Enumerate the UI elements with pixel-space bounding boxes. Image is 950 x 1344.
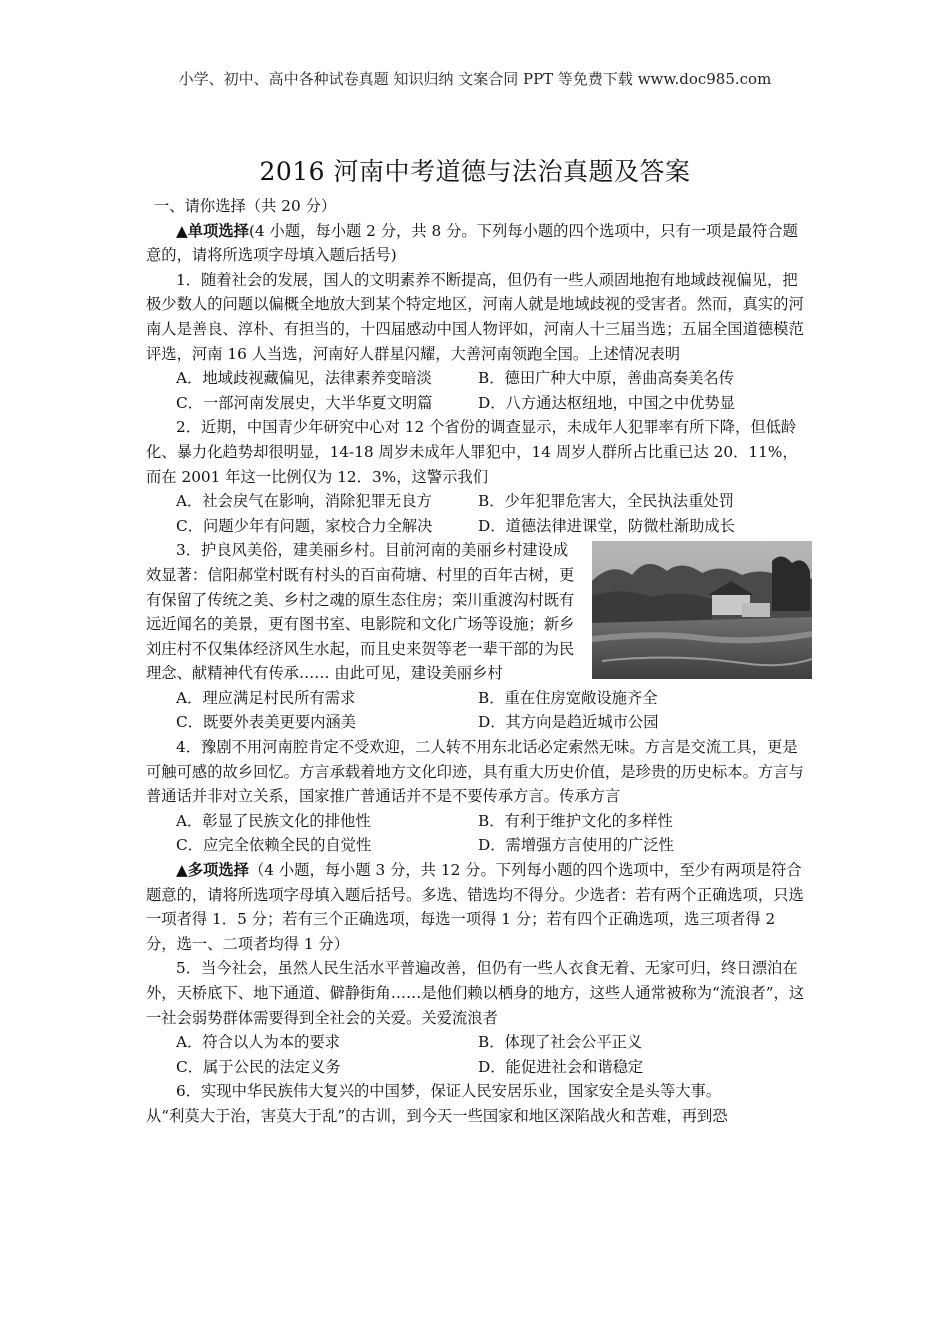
q4-options-row2 — [146, 833, 810, 858]
multi-choice-instructions — [146, 858, 810, 956]
question-6-line1: 6．实现中华民族伟大复兴的中国梦，保证人民安居乐业，国家安全是头等大事。 — [176, 1082, 722, 1101]
village-photo-graphic — [592, 541, 812, 679]
q3-options-row2 — [146, 710, 810, 735]
q2-option-d: D．道德法律进课堂，防微杜渐助成长 — [478, 516, 736, 535]
q1-option-c: C．一部河南发展史，大半华夏文明篇 — [176, 393, 433, 412]
q5-option-d: D．能促进社会和谐稳定 — [478, 1057, 644, 1076]
multi-choice-desc: （4 小题，每小题 3 分，共 12 分。下列每小题的四个选项中，至少有两项是符合题意的，请将所选项字母填入题后括号。多选、错选均不得分。少选者：若有两个正确选项，只选一项者得 1．5 分；若有三个正确选项，每选一项得 1 分；若有四个正确选项，选三项者得 2 分，选一、二项者均得 1 分） — [146, 861, 804, 953]
multi-choice-label: ▲多项选择 — [176, 861, 249, 880]
q4-option-c: C．应完全依赖全民的自觉性 — [176, 836, 372, 855]
q3-option-b: B．重在住房宽敞设施齐全 — [478, 688, 658, 707]
q2-option-a: A．社会戾气在影响，消除犯罪无良方 — [176, 492, 432, 511]
q2-options-row2 — [146, 514, 810, 539]
q4-option-a: A．彰显了民族文化的排他性 — [176, 811, 371, 830]
page-header: 小学、初中、高中各种试卷真题 知识归纳 文案合同 PPT 等免费下载 www.doc985.com — [178, 70, 772, 88]
village-photo — [592, 541, 812, 679]
q1-option-b: B．德田广种大中原，善曲高奏美名传 — [478, 369, 734, 388]
q4-option-d: D．需增强方言使用的广泛性 — [478, 836, 674, 855]
q1-option-d: D．八方通达枢纽地，中国之中优势显 — [478, 393, 736, 412]
question-6-line2: 从“利莫大于治，害莫大于乱”的古训，到今天一些国家和地区深陷战火和苦难，再到恐 — [146, 1106, 728, 1125]
document-body — [146, 194, 810, 1129]
q2-options-row1 — [146, 489, 810, 514]
q1-options-row1 — [146, 366, 810, 391]
q3-option-a: A．理应满足村民所有需求 — [176, 688, 356, 707]
q5-option-c: C．属于公民的法定义务 — [176, 1057, 341, 1076]
question-5: 5．当今社会，虽然人民生活水平普遍改善，但仍有一些人衣食无着、无家可归，终日漂泊在外，天桥底下、地下通道、僻静街角……是他们赖以栖身的地方，这些人通常被称为“流浪者”，这一社会弱势群体需要得到全社会的关爱。关爱流浪者 — [146, 959, 805, 1027]
q5-option-a: A．符合以人为本的要求 — [176, 1033, 341, 1052]
q3-option-d: D．其方向是趋近城市公园 — [478, 713, 659, 732]
question-4: 4．豫剧不用河南腔肯定不受欢迎，二人转不用东北话必定索然无味。方言是交流工具，更是可触可感的故乡回忆。方言承载着地方文化印迹，具有重大历史价值，是珍贵的历史标本。方言与普通话并非对立关系，国家推广普通话并不是不要传承方言。传承方言 — [146, 738, 804, 806]
single-choice-desc: (4 小题，每小题 2 分，共 8 分。下列每小题的四个选项中，只有一项是最符合题意的，请将所选项字母填入题后括号) — [146, 221, 798, 265]
q5-option-b: B．体现了社会公平正义 — [478, 1033, 643, 1052]
q2-option-b: B．少年犯罪危害大，全民执法重处罚 — [478, 492, 734, 511]
q1-option-a: A．地域歧视藏偏见，法律素养变暗淡 — [176, 369, 432, 388]
q2-option-c: C．问题少年有问题，家校合力全解决 — [176, 516, 433, 535]
q4-option-b: B．有利于维护文化的多样性 — [478, 811, 673, 830]
q3-options-row1 — [146, 686, 810, 711]
single-choice-instructions — [146, 219, 810, 268]
q5-options-row2 — [146, 1055, 810, 1080]
q5-options-row1 — [146, 1030, 810, 1055]
q1-options-row2 — [146, 391, 810, 416]
question-3: 3．护良风美俗，建美丽乡村。目前河南的美丽乡村建设成效显著：信阳郝堂村既有村头的百亩荷塘、村里的百年古树，更有保留了传统之美、乡村之魂的原生态住房；栾川重渡沟村既有远近闻名的美景，更有图书室、电影院和文化广场等设施；新乡刘庄村不仅集体经济风生水起，而且史来贺等老一辈干部的为民理念、献精神代有传承…… 由此可见，建设美丽乡村 — [146, 541, 575, 683]
q4-options-row1 — [146, 809, 810, 834]
question-2: 2．近期，中国青少年研究中心对 12 个省份的调查显示，未成年人犯罪率有所下降，但低龄化、暴力化趋势却很明显，14-18 周岁未成年人罪犯中，14 周岁人群所占比重已达 20．11%，而在 2001 年这一比例仅为 12．3%，这警示我们 — [146, 418, 798, 486]
question-1: 1．随着社会的发展，国人的文明素养不断提高，但仍有一些人顽固地抱有地域歧视偏见，把极少数人的问题以偏概全地放大到某个特定地区，河南人就是地域歧视的受害者。然而，真实的河南人是善良、淳朴、有担当的，十四届感动中国人物评如，河南人十三届当选；五届全国道德模范评选，河南 16 人当选，河南好人群星闪耀，大善河南领跑全国。上述情况表明 — [146, 270, 804, 363]
page-title: 2016 河南中考道德与法治真题及答案 — [259, 157, 691, 186]
single-choice-label: ▲单项选择 — [176, 221, 249, 240]
section-heading: 一、请你选择（共 20 分） — [154, 197, 337, 215]
q3-option-c: C．既要外表美更要内涵美 — [176, 713, 356, 732]
